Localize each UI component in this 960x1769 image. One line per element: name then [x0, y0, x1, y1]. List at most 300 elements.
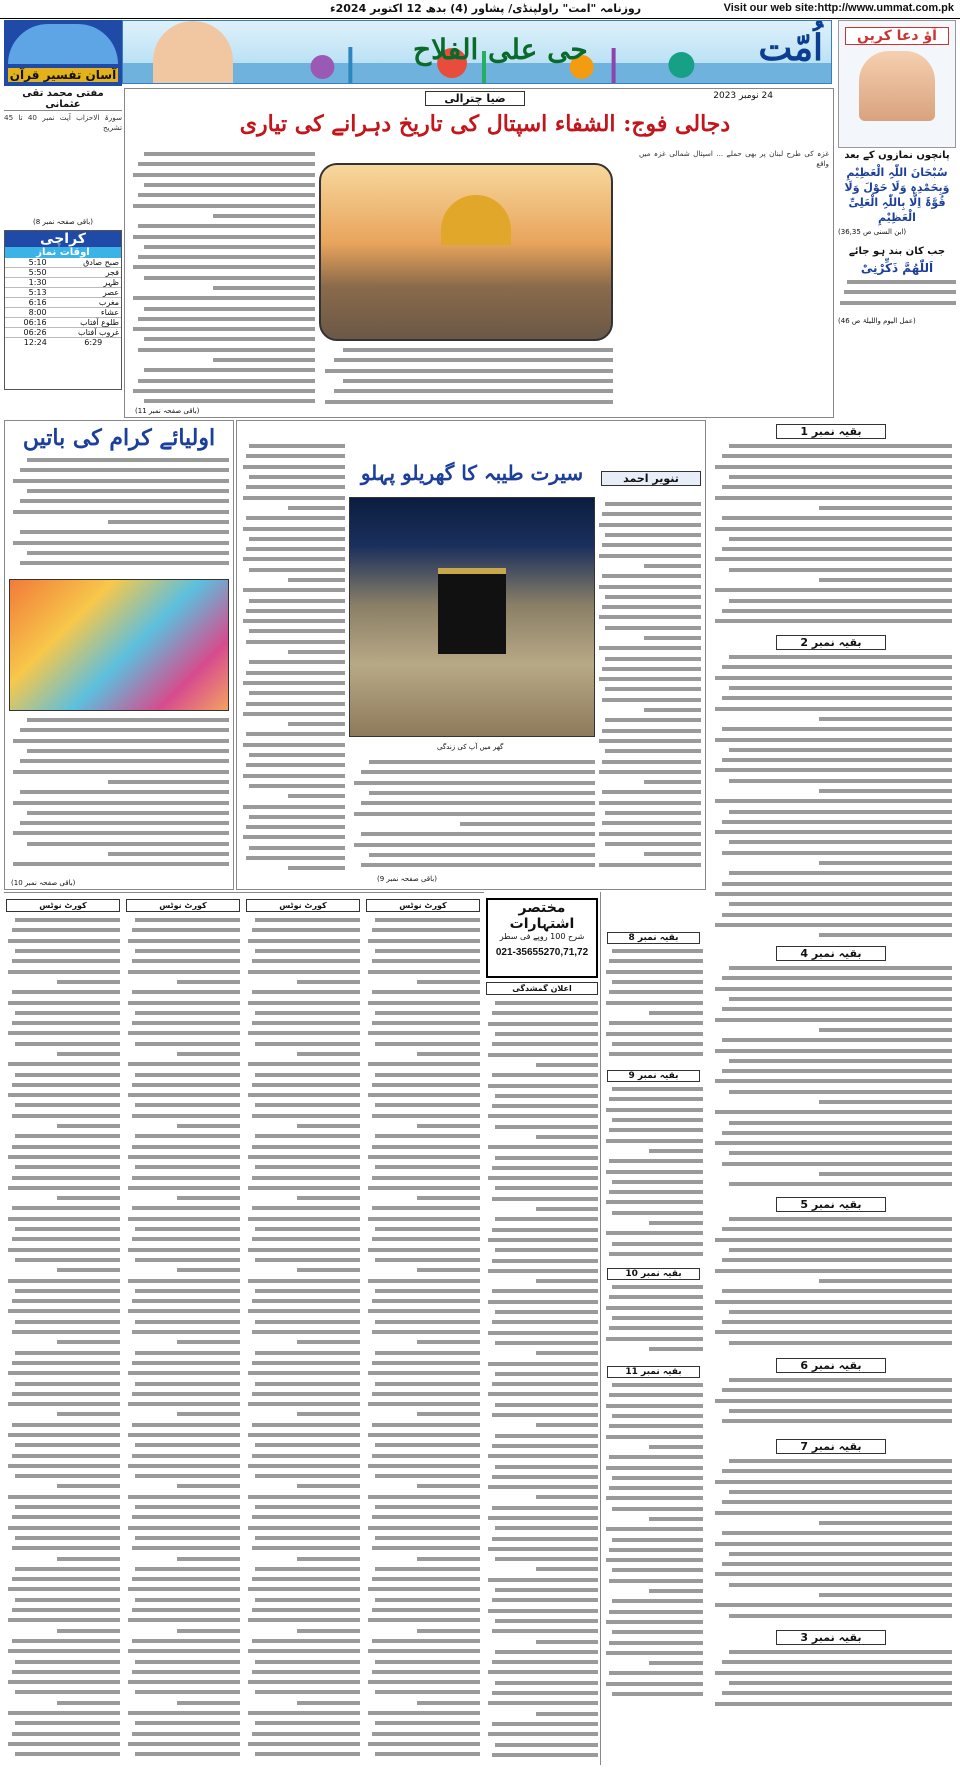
text-line [246, 1718, 360, 1728]
text-line [126, 1708, 240, 1718]
text-line [366, 1193, 480, 1203]
story-date: 24 نومبر 2023 [713, 91, 773, 101]
text-line [486, 1492, 598, 1502]
continued-mid-label: بقیہ نمبر 8 [607, 932, 700, 944]
text-line [6, 1461, 120, 1471]
text-line [246, 915, 360, 925]
dua-ref-2: (عمل الیوم واللیلۃ ص 46) [838, 317, 916, 325]
text-line [366, 1481, 480, 1491]
text-line [604, 1313, 703, 1323]
text-line [9, 517, 229, 527]
text-line [597, 561, 701, 571]
text-line [597, 623, 701, 633]
text-line [246, 1172, 360, 1182]
text-line [366, 1275, 480, 1285]
dua-box-title: آؤ دعا کریں [845, 27, 949, 45]
text-line [6, 1183, 120, 1193]
text-line [604, 1333, 703, 1343]
text-line [6, 936, 120, 946]
text-line [126, 1543, 240, 1553]
text-line [246, 1739, 360, 1749]
text-line [710, 1265, 952, 1275]
text-line [349, 819, 595, 829]
text-line [366, 1677, 480, 1687]
text-line [241, 801, 345, 811]
text-line [597, 550, 701, 560]
continued-text [710, 1214, 952, 1354]
text-line [129, 314, 315, 324]
text-line [241, 668, 345, 678]
text-line [126, 1028, 240, 1038]
text-line [486, 1503, 598, 1513]
tafseer-column [4, 88, 122, 228]
text-line [241, 750, 345, 760]
tafseer-ref: سورۃ الاحزاب آیت نمبر 40 تا 45 تشریح [4, 113, 122, 133]
masthead [122, 20, 832, 84]
text-line [6, 1687, 120, 1697]
text-line [246, 1368, 360, 1378]
text-line [241, 719, 345, 729]
text-line [241, 863, 345, 873]
ads-subtitle: شرح 100 روپے فی سطر [499, 932, 585, 941]
text-line [486, 1369, 598, 1379]
text-line [597, 571, 701, 581]
text-line [604, 1115, 703, 1125]
text-line [6, 1646, 120, 1656]
text-line [126, 1378, 240, 1388]
text-line [486, 1225, 598, 1235]
text-line [241, 657, 345, 667]
ads-column-text [486, 998, 598, 1765]
text-line [126, 1131, 240, 1141]
timing-value: 8:00 [5, 308, 49, 318]
text-line [246, 1646, 360, 1656]
text-line [604, 1401, 703, 1411]
text-line [246, 1584, 360, 1594]
text-line [246, 1636, 360, 1646]
tafseer-box [4, 20, 122, 86]
continued-text [710, 1375, 952, 1435]
text-line [604, 1493, 703, 1503]
text-line [604, 1018, 703, 1028]
text-line [604, 1105, 703, 1115]
text-line [126, 1698, 240, 1708]
ads-phone: 021-35655270,71,72 [495, 947, 589, 958]
text-line [710, 1647, 952, 1657]
text-line [241, 647, 345, 657]
text-line [604, 1238, 703, 1248]
text-line [126, 1296, 240, 1306]
text-line [604, 1177, 703, 1187]
text-line [366, 987, 480, 997]
text-line [486, 1317, 598, 1327]
text-line [486, 1080, 598, 1090]
text-line [6, 1749, 120, 1759]
text-line [710, 1416, 952, 1426]
timing-name: غروب آفتاب [49, 328, 121, 338]
kaaba-icon [438, 568, 506, 654]
text-line [246, 1523, 360, 1533]
text-line [126, 1625, 240, 1635]
text-line [486, 1255, 598, 1265]
text-line [126, 1317, 240, 1327]
text-line [241, 740, 345, 750]
text-line [710, 837, 952, 847]
text-line [604, 1344, 703, 1354]
text-line [366, 1080, 480, 1090]
sirat-text-bottom [349, 757, 595, 877]
text-line [710, 523, 952, 533]
main-headline: دجالی فوج: الشفاء اسپتال کی تاریخ دہرانے کی تیاری [239, 111, 731, 137]
main-story-continued: (باقی صفحہ نمبر 11) [135, 407, 200, 415]
text-line [349, 798, 595, 808]
text-line [6, 925, 120, 935]
text-line [366, 1440, 480, 1450]
dome-icon [441, 195, 511, 245]
auliya-headline: اولیائے کرام کی باتیں [22, 425, 216, 451]
text-line [604, 1565, 703, 1575]
text-line [486, 1163, 598, 1173]
text-line [604, 1689, 703, 1699]
text-line [710, 1035, 952, 1045]
text-line [126, 1512, 240, 1522]
text-line [129, 262, 315, 272]
text-line [129, 231, 315, 241]
court-notice-text [366, 915, 480, 1760]
text-line [597, 540, 701, 550]
text-line [597, 736, 701, 746]
text-line [366, 1636, 480, 1646]
timing-value: 5:13 [5, 288, 49, 298]
text-line [604, 1208, 703, 1218]
text-line [126, 1152, 240, 1162]
text-line [366, 1234, 480, 1244]
timing-row [5, 288, 121, 298]
text-line [6, 1718, 120, 1728]
text-line [710, 673, 952, 683]
timing-row [5, 318, 121, 328]
text-line [710, 616, 952, 626]
sirat-headline: سیرت طیبہ کا گھریلو پہلو [360, 461, 584, 485]
text-line [486, 1358, 598, 1368]
text-line [6, 1523, 120, 1533]
court-notice-label: کورٹ نوٹس [366, 899, 480, 912]
text-line [6, 1574, 120, 1584]
text-line [486, 1019, 598, 1029]
text-line [126, 1234, 240, 1244]
text-line [486, 1132, 598, 1142]
text-line [486, 1698, 598, 1708]
continued-text [710, 963, 952, 1193]
text-line [710, 806, 952, 816]
text-line [6, 1234, 120, 1244]
text-line [126, 1749, 240, 1759]
text-line [246, 1296, 360, 1306]
text-line [710, 703, 952, 713]
text-line [241, 678, 345, 688]
timing-value: 1:30 [5, 278, 49, 288]
text-line [129, 190, 315, 200]
text-line [710, 1066, 952, 1076]
text-line [604, 1637, 703, 1647]
text-line [604, 1658, 703, 1668]
continued-mid-text [604, 1282, 703, 1362]
text-line [604, 1524, 703, 1534]
sirat-text-right [597, 499, 701, 879]
text-line [604, 1442, 703, 1452]
text-line [6, 1481, 120, 1491]
text-line [366, 1100, 480, 1110]
text-line [366, 956, 480, 966]
text-line [604, 977, 703, 987]
timing-row [5, 268, 121, 278]
text-line [241, 441, 345, 451]
text-line [126, 1574, 240, 1584]
text-line [6, 1440, 120, 1450]
text-line [349, 767, 595, 777]
text-line [604, 946, 703, 956]
text-line [241, 853, 345, 863]
text-line [710, 994, 952, 1004]
auliya-text-top [9, 455, 229, 575]
text-line [246, 1656, 360, 1666]
text-line [597, 787, 701, 797]
text-line [349, 788, 595, 798]
text-line [129, 334, 315, 344]
dua-heading: پانچوں نمازوں کے بعد [844, 150, 950, 161]
text-line [126, 1172, 240, 1182]
text-line [246, 1698, 360, 1708]
text-line [366, 1152, 480, 1162]
text-line [838, 287, 956, 297]
text-line [126, 1420, 240, 1430]
text-line [246, 1574, 360, 1584]
text-line [126, 1039, 240, 1049]
text-line [6, 1100, 120, 1110]
text-line [246, 1111, 360, 1121]
text-line [126, 1605, 240, 1615]
text-line [366, 1368, 480, 1378]
text-line [366, 1687, 480, 1697]
text-line [604, 1249, 703, 1259]
text-line [710, 963, 952, 973]
text-line [9, 859, 229, 869]
text-line [604, 997, 703, 1007]
text-line [241, 482, 345, 492]
text-line [366, 1378, 480, 1388]
text-line [604, 1462, 703, 1472]
text-line [366, 925, 480, 935]
text-line [129, 221, 315, 231]
text-line [486, 1420, 598, 1430]
text-line [710, 1327, 952, 1337]
text-line [349, 829, 595, 839]
text-line [486, 1472, 598, 1482]
text-line [246, 1265, 360, 1275]
text-line [486, 1297, 598, 1307]
text-line [486, 1750, 598, 1760]
text-line [246, 987, 360, 997]
continued-column [706, 420, 956, 1765]
text-line [126, 1183, 240, 1193]
text-line [366, 1265, 480, 1275]
text-line [710, 1569, 952, 1579]
city-name: کراچی [5, 231, 121, 247]
text-line [486, 1667, 598, 1677]
text-line [486, 1111, 598, 1121]
text-line [486, 1729, 598, 1739]
text-line [246, 1492, 360, 1502]
text-line [241, 843, 345, 853]
text-line [710, 565, 952, 575]
website-link[interactable]: Visit our web site:http://www.ummat.com.pk [723, 2, 954, 14]
text-line [710, 1698, 952, 1708]
text-line [349, 778, 595, 788]
text-line [9, 777, 229, 787]
text-line [126, 1347, 240, 1357]
continued-label: بقیہ نمبر 6 [776, 1358, 886, 1373]
text-line [604, 1039, 703, 1049]
text-line [6, 1605, 120, 1615]
text-line [366, 1739, 480, 1749]
text-line [366, 1564, 480, 1574]
text-line [604, 967, 703, 977]
text-line [126, 1193, 240, 1203]
text-line [486, 1606, 598, 1616]
text-line [604, 1094, 703, 1104]
text-line [126, 1718, 240, 1728]
text-line [6, 1399, 120, 1409]
extra-time: 6:29 [84, 338, 103, 347]
text-line [319, 376, 613, 386]
text-line [246, 956, 360, 966]
text-line [597, 808, 701, 818]
text-line [9, 465, 229, 475]
text-line [129, 242, 315, 252]
text-line [126, 1142, 240, 1152]
text-line [597, 726, 701, 736]
text-line [486, 1410, 598, 1420]
text-line [6, 1162, 120, 1172]
text-line [366, 1625, 480, 1635]
text-line [710, 796, 952, 806]
text-line [6, 1214, 120, 1224]
text-line [6, 1358, 120, 1368]
continued-label: بقیہ نمبر 3 [776, 1630, 886, 1645]
text-line [6, 1080, 120, 1090]
tafseer-text [4, 113, 122, 218]
text-line [241, 595, 345, 605]
text-line [9, 715, 229, 725]
text-line [6, 1255, 120, 1265]
text-line [9, 558, 229, 568]
text-line [710, 745, 952, 755]
text-line [366, 1018, 480, 1028]
text-line [710, 1296, 952, 1306]
text-line [486, 1307, 598, 1317]
text-line [241, 709, 345, 719]
timing-row [5, 308, 121, 318]
text-line [246, 1080, 360, 1090]
text-line [241, 698, 345, 708]
text-line [126, 1069, 240, 1079]
text-line [710, 1590, 952, 1600]
text-line [710, 585, 952, 595]
text-line [604, 1084, 703, 1094]
text-line [486, 1708, 598, 1718]
text-line [6, 1420, 120, 1430]
text-line [366, 1327, 480, 1337]
text-line [710, 1549, 952, 1559]
text-line [604, 1380, 703, 1390]
text-line [126, 1368, 240, 1378]
text-line [129, 283, 315, 293]
main-story-body-left [129, 149, 315, 411]
text-line [241, 688, 345, 698]
text-line [6, 1584, 120, 1594]
text-line [126, 1162, 240, 1172]
text-line [246, 946, 360, 956]
text-line [710, 462, 952, 472]
text-line [604, 1156, 703, 1166]
timing-row [5, 328, 121, 338]
text-line [710, 734, 952, 744]
sirat-section [236, 420, 706, 890]
text-line [604, 1534, 703, 1544]
text-line [246, 1142, 360, 1152]
text-line [126, 1533, 240, 1543]
text-line [710, 1668, 952, 1678]
text-line [366, 1049, 480, 1059]
text-line [246, 966, 360, 976]
text-line [366, 1069, 480, 1079]
timing-name: فجر [49, 268, 121, 278]
text-line [319, 366, 613, 376]
text-line [486, 1266, 598, 1276]
text-line [710, 1014, 952, 1024]
text-line [129, 252, 315, 262]
text-line [246, 1183, 360, 1193]
text-line [597, 859, 701, 869]
text-line [6, 1245, 120, 1255]
text-line [486, 1122, 598, 1132]
text-line [9, 476, 229, 486]
text-line [486, 1173, 598, 1183]
text-line [604, 1135, 703, 1145]
text-line [366, 1667, 480, 1677]
text-line [6, 997, 120, 1007]
text-line [366, 1430, 480, 1440]
text-line [6, 1708, 120, 1718]
text-line [126, 936, 240, 946]
court-notice-text [246, 915, 360, 1760]
text-line [9, 506, 229, 516]
text-line [710, 513, 952, 523]
timing-name: مغرب [49, 298, 121, 308]
text-line [604, 1431, 703, 1441]
text-line [710, 1245, 952, 1255]
text-line [366, 1059, 480, 1069]
text-line [366, 1605, 480, 1615]
text-line [246, 1028, 360, 1038]
court-notice-label: کورٹ نوٹس [126, 899, 240, 912]
text-line [604, 1514, 703, 1524]
lost-notice-label: اعلان گمشدگی [486, 982, 598, 995]
continued-label: بقیہ نمبر 1 [776, 424, 886, 439]
text-line [6, 1049, 120, 1059]
text-line [597, 643, 701, 653]
text-line [486, 1152, 598, 1162]
